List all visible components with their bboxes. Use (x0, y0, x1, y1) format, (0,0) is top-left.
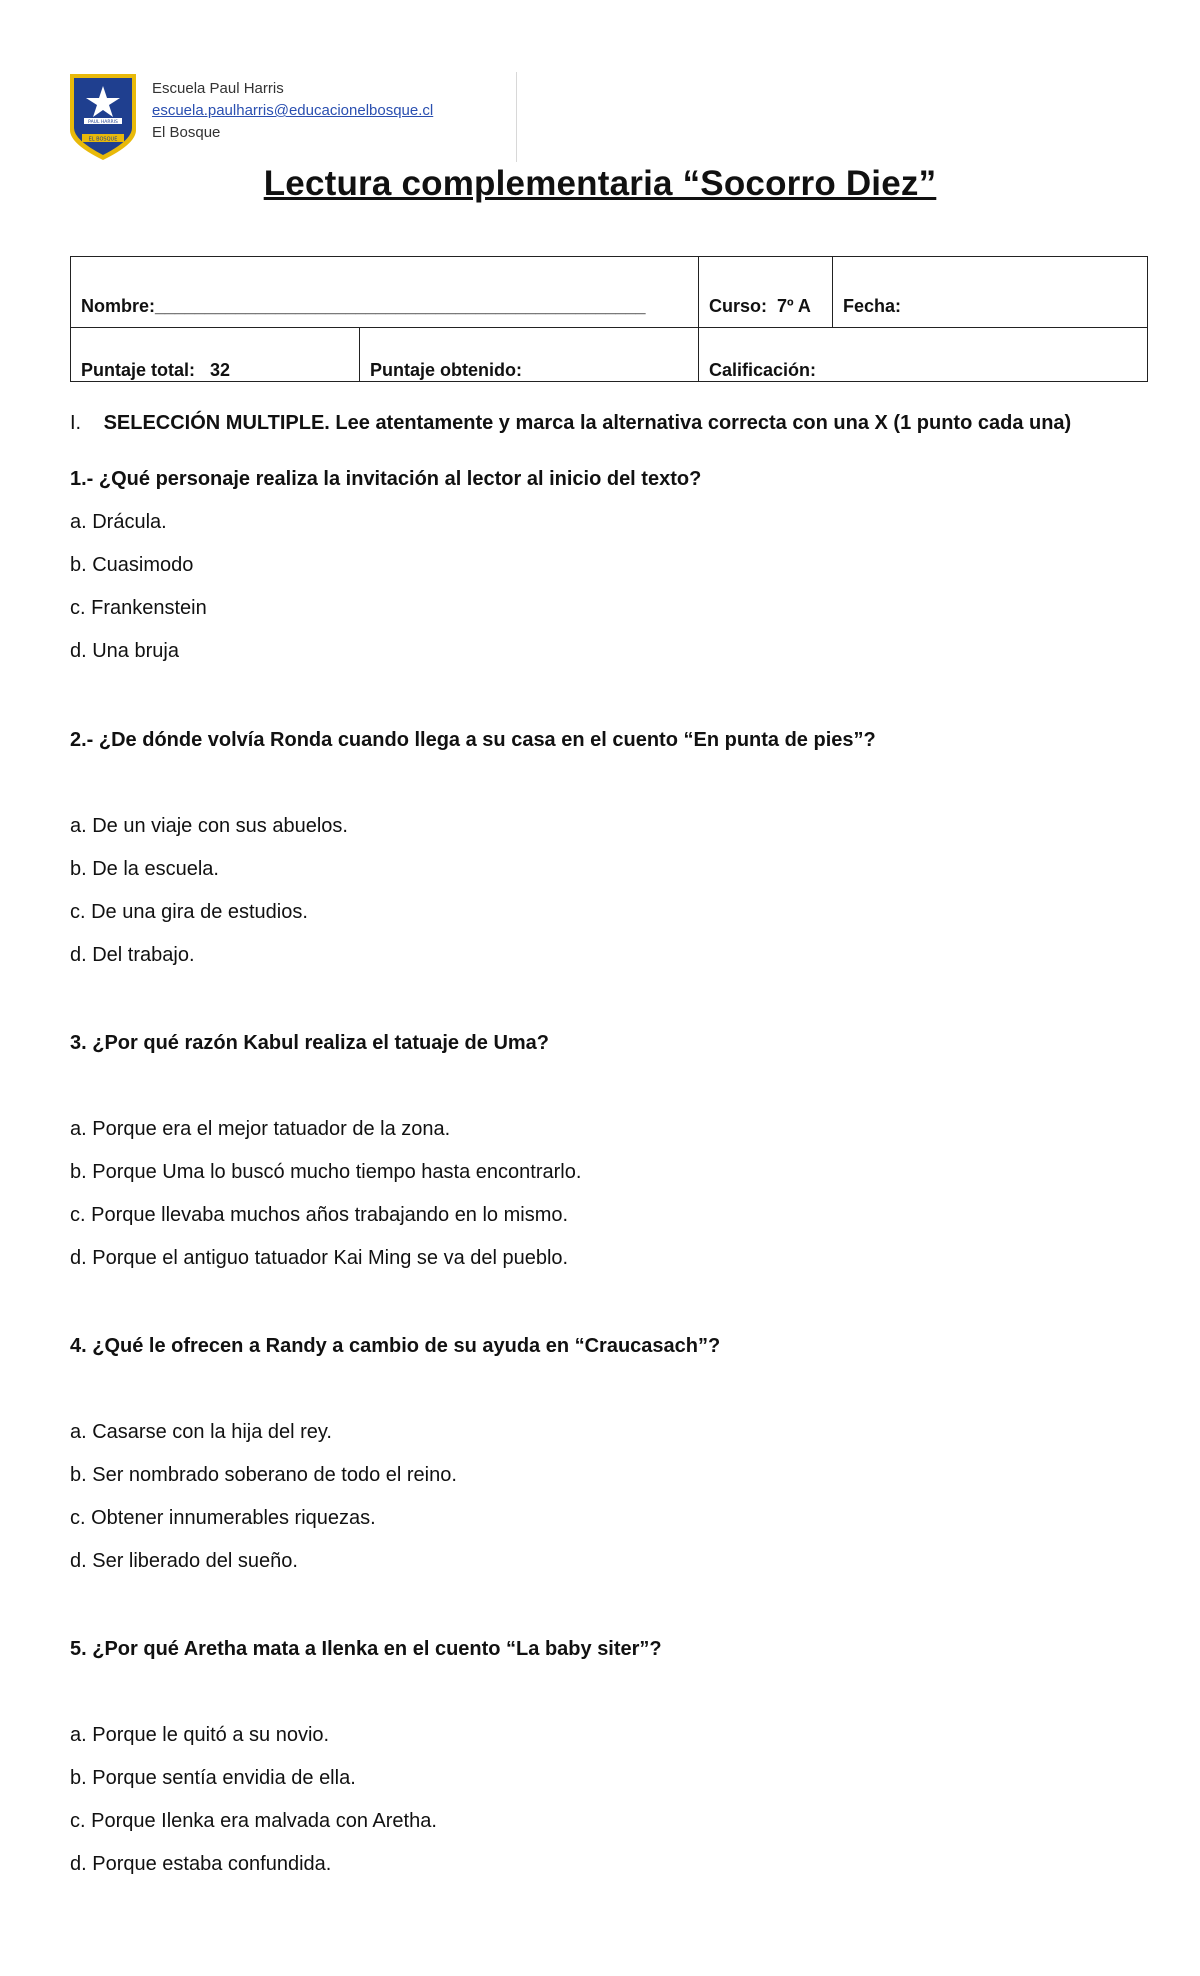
answer-option[interactable]: c. Frankenstein (70, 597, 207, 619)
section-instructions: SELECCIÓN MULTIPLE. Lee atentamente y marca la alternativa correcta con una X (1 punto cada una) (103, 412, 1072, 434)
answer-option[interactable]: d. Del trabajo. (70, 944, 195, 966)
answer-option[interactable]: c. Obtener innumerables riquezas. (70, 1507, 376, 1529)
header-divider (516, 72, 517, 162)
answer-option[interactable]: d. Una bruja (70, 640, 179, 662)
curso-label: Curso: (709, 296, 767, 316)
section-heading (70, 412, 1071, 435)
curso-value: 7º A (777, 296, 811, 316)
answer-option[interactable]: a. Drácula. (70, 511, 167, 533)
question-text: 3. ¿Por qué razón Kabul realiza el tatuaje de Uma? (70, 1032, 550, 1054)
logo-text-bottom: EL BOSQUE (88, 136, 118, 143)
school-location: El Bosque (152, 124, 221, 141)
nombre-field[interactable]: Nombre:_________________________________________________ (71, 257, 699, 328)
question-3 (70, 1028, 1150, 1286)
answer-option[interactable]: d. Porque el antiguo tatuador Kai Ming se va del pueblo. (70, 1247, 569, 1269)
puntaje-obtenido-field[interactable]: Puntaje obtenido: (360, 328, 699, 382)
question-4 (70, 1331, 1150, 1589)
curso-cell (699, 257, 833, 328)
answer-option[interactable]: b. De la escuela. (70, 858, 219, 880)
info-row-1 (71, 257, 1148, 328)
puntaje-total-cell (71, 328, 360, 382)
puntaje-total-value: 32 (210, 360, 231, 380)
fecha-field[interactable]: Fecha: (833, 257, 1148, 328)
answer-option[interactable]: b. Porque sentía envidia de ella. (70, 1767, 356, 1789)
answer-option[interactable]: c. Porque llevaba muchos años trabajando en lo mismo. (70, 1204, 569, 1226)
answer-option[interactable]: d. Ser liberado del sueño. (70, 1550, 298, 1572)
answer-option[interactable]: b. Cuasimodo (70, 554, 194, 576)
answer-option[interactable]: a. Porque le quitó a su novio. (70, 1724, 330, 1746)
section-numeral: I. (70, 412, 82, 434)
school-logo (68, 72, 138, 162)
question-text: 4. ¿Qué le ofrecen a Randy a cambio de su ayuda en “Craucasach”? (70, 1335, 721, 1357)
answer-option[interactable]: d. Porque estaba confundida. (70, 1853, 332, 1875)
question-text: 5. ¿Por qué Aretha mata a Ilenka en el cuento “La baby siter”? (70, 1638, 662, 1660)
answer-option[interactable]: b. Porque Uma lo buscó mucho tiempo hasta encontrarlo. (70, 1161, 582, 1183)
question-text: 1.- ¿Qué personaje realiza la invitación al lector al inicio del texto? (70, 468, 702, 490)
answer-option[interactable]: a. Porque era el mejor tatuador de la zona. (70, 1118, 451, 1140)
answer-option[interactable]: b. Ser nombrado soberano de todo el reino. (70, 1464, 457, 1486)
puntaje-total-label: Puntaje total: (81, 360, 196, 380)
info-row-2 (71, 328, 1148, 382)
calificacion-field[interactable]: Calificación: (699, 328, 1148, 382)
school-email-link[interactable]: escuela.paulharris@educacionelbosque.cl (152, 102, 434, 119)
logo-text-top: PAUL HARRIS (88, 120, 118, 125)
question-1 (70, 464, 1150, 679)
question-text: 2.- ¿De dónde volvía Ronda cuando llega a su casa en el cuento “En punta de pies”? (70, 729, 876, 751)
answer-option[interactable]: c. Porque Ilenka era malvada con Aretha. (70, 1810, 437, 1832)
question-5 (70, 1634, 1150, 1892)
answer-option[interactable]: c. De una gira de estudios. (70, 901, 308, 923)
question-2 (70, 725, 1150, 983)
student-info-table (70, 256, 1148, 382)
school-name: Escuela Paul Harris (152, 80, 284, 97)
answer-option[interactable]: a. De un viaje con sus abuelos. (70, 815, 348, 837)
page-title: Lectura complementaria “Socorro Diez” (263, 164, 937, 203)
school-info (152, 78, 433, 144)
answer-option[interactable]: a. Casarse con la hija del rey. (70, 1421, 332, 1443)
